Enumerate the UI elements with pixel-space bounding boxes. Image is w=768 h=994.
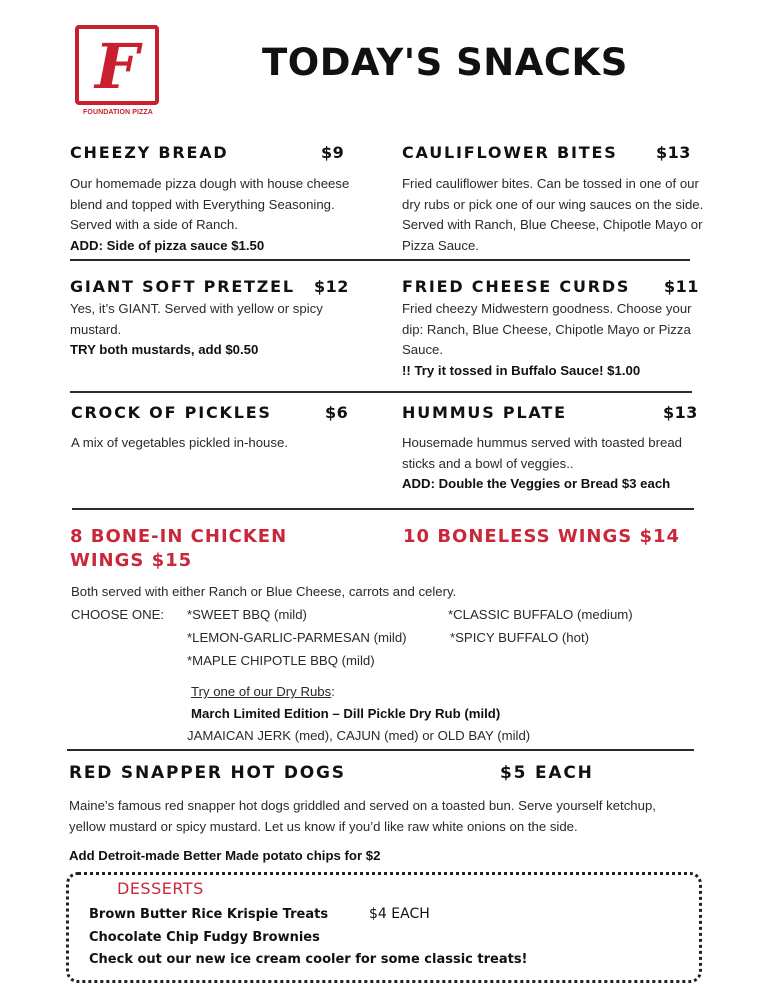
item-addon: ADD: Double the Veggies or Bread $3 each [402, 476, 671, 491]
item-name-crock-of-pickles: CROCK OF PICKLES [71, 403, 272, 422]
item-price-giant-soft-pretzel: $12 [314, 277, 349, 296]
item-addon: TRY both mustards, add $0.50 [70, 342, 259, 357]
colon: : [331, 684, 335, 699]
desc-line: dry rubs or pick one of our wing sauces on the side. [402, 196, 704, 212]
boneless-wings-heading: 10 BONELESS WINGS $14 [403, 526, 681, 547]
sauce-option: *LEMON-GARLIC-PARMESAN (mild) [187, 630, 407, 645]
divider [70, 259, 690, 261]
divider [70, 391, 692, 393]
divider [67, 749, 694, 751]
item-description-hummus-plate [402, 433, 682, 495]
item-description-giant-soft-pretzel [70, 299, 323, 361]
item-name-fried-cheese-curds: FRIED CHEESE CURDS [402, 277, 631, 296]
item-description-cheezy-bread [70, 174, 349, 256]
item-description-cauliflower-bites [402, 174, 703, 256]
item-description-fried-cheese-curds [402, 299, 692, 381]
desc-line: A mix of vegetables pickled in-house. [71, 435, 288, 450]
desc-line: Served with Ranch, Blue Cheese, Chipotle Mayo or [402, 217, 703, 232]
desc-line: Fried cheezy Midwestern goodness. Choose your [402, 301, 692, 316]
item-name-cauliflower-bites: CAULIFLOWER BITES [402, 143, 618, 162]
item-addon: ADD: Side of pizza sauce $1.50 [70, 237, 265, 253]
item-price-hummus-plate: $13 [663, 403, 698, 422]
heading-line: WINGS $15 [70, 550, 193, 571]
dry-rub-label-text: Try one of our Dry Rubs [191, 684, 332, 699]
dry-rub-options: JAMAICAN JERK (med), CAJUN (med) or OLD BAY (mild) [187, 728, 531, 743]
item-price-hot-dogs: $5 EACH [500, 763, 594, 783]
item-name-hummus-plate: HUMMUS PLATE [402, 403, 567, 422]
item-name-giant-soft-pretzel: GIANT SOFT PRETZEL [70, 277, 295, 296]
desc-line: dip: Ranch, Blue Cheese, Chipotle Mayo or Pizza [402, 321, 691, 337]
desc-line: Sauce. [402, 342, 444, 357]
desc-line: Maine’s famous red snapper hot dogs griddled and served on a toasted bun. Serve yourself ketchup, [69, 798, 656, 813]
desc-line: blend and topped with Everything Seasoning. [70, 196, 335, 212]
item-name-hot-dogs: RED SNAPPER HOT DOGS [69, 763, 346, 783]
desc-line: mustard. [70, 321, 122, 337]
dessert-item: Chocolate Chip Fudgy Brownies [89, 930, 320, 945]
desc-line: Yes, it’s GIANT. Served with yellow or spicy [70, 301, 323, 316]
choose-one-label: CHOOSE ONE: [71, 607, 165, 622]
sauce-option: *SWEET BBQ (mild) [187, 607, 307, 622]
logo-f-icon: F [94, 30, 140, 103]
sauce-option: *SPICY BUFFALO (hot) [450, 630, 590, 645]
item-addon: !! Try it tossed in Buffalo Sauce! $1.00 [402, 362, 641, 378]
desc-line: Housemade hummus served with toasted bread [402, 435, 683, 450]
bone-in-wings-heading [70, 525, 287, 573]
page-title: TODAY'S SNACKS [262, 41, 628, 84]
item-name-cheezy-bread: CHEEZY BREAD [70, 143, 229, 162]
divider [72, 508, 694, 510]
logo [75, 25, 159, 105]
dry-rub-label [191, 684, 335, 699]
heading-line: 8 BONE-IN CHICKEN [70, 526, 288, 547]
item-price-fried-cheese-curds: $11 [664, 277, 699, 296]
item-price-crock-of-pickles: $6 [325, 403, 349, 422]
item-price-cheezy-bread: $9 [321, 143, 345, 162]
item-description-crock-of-pickles [71, 433, 288, 454]
dessert-item: Brown Butter Rice Krispie Treats [89, 907, 329, 922]
sauce-option: *CLASSIC BUFFALO (medium) [448, 607, 633, 622]
sauce-option: *MAPLE CHIPOTLE BBQ (mild) [187, 653, 375, 668]
hot-dogs-addon: Add Detroit-made Better Made potato chips for $2 [69, 848, 381, 863]
dessert-price: $4 EACH [369, 906, 430, 922]
desc-line: Fried cauliflower bites. Can be tossed in one of our [402, 176, 699, 191]
desserts-title: DESSERTS [117, 879, 204, 898]
desc-line: Served with a side of Ranch. [70, 217, 238, 232]
wings-served-with: Both served with either Ranch or Blue Cheese, carrots and celery. [71, 584, 457, 599]
item-description-hot-dogs [69, 796, 656, 837]
desc-line: yellow mustard or spicy mustard. Let us know if you’d like raw white onions on the side. [69, 818, 578, 834]
logo-text: FOUNDATION PIZZA [83, 109, 153, 116]
limited-edition-rub: March Limited Edition – Dill Pickle Dry Rub (mild) [191, 706, 501, 721]
dessert-note: Check out our new ice cream cooler for some classic treats! [89, 952, 528, 967]
desc-line: sticks and a bowl of veggies.. [402, 455, 574, 471]
item-price-cauliflower-bites: $13 [656, 143, 691, 162]
desc-line: Pizza Sauce. [402, 237, 479, 253]
desc-line: Our homemade pizza dough with house cheese [70, 176, 350, 191]
